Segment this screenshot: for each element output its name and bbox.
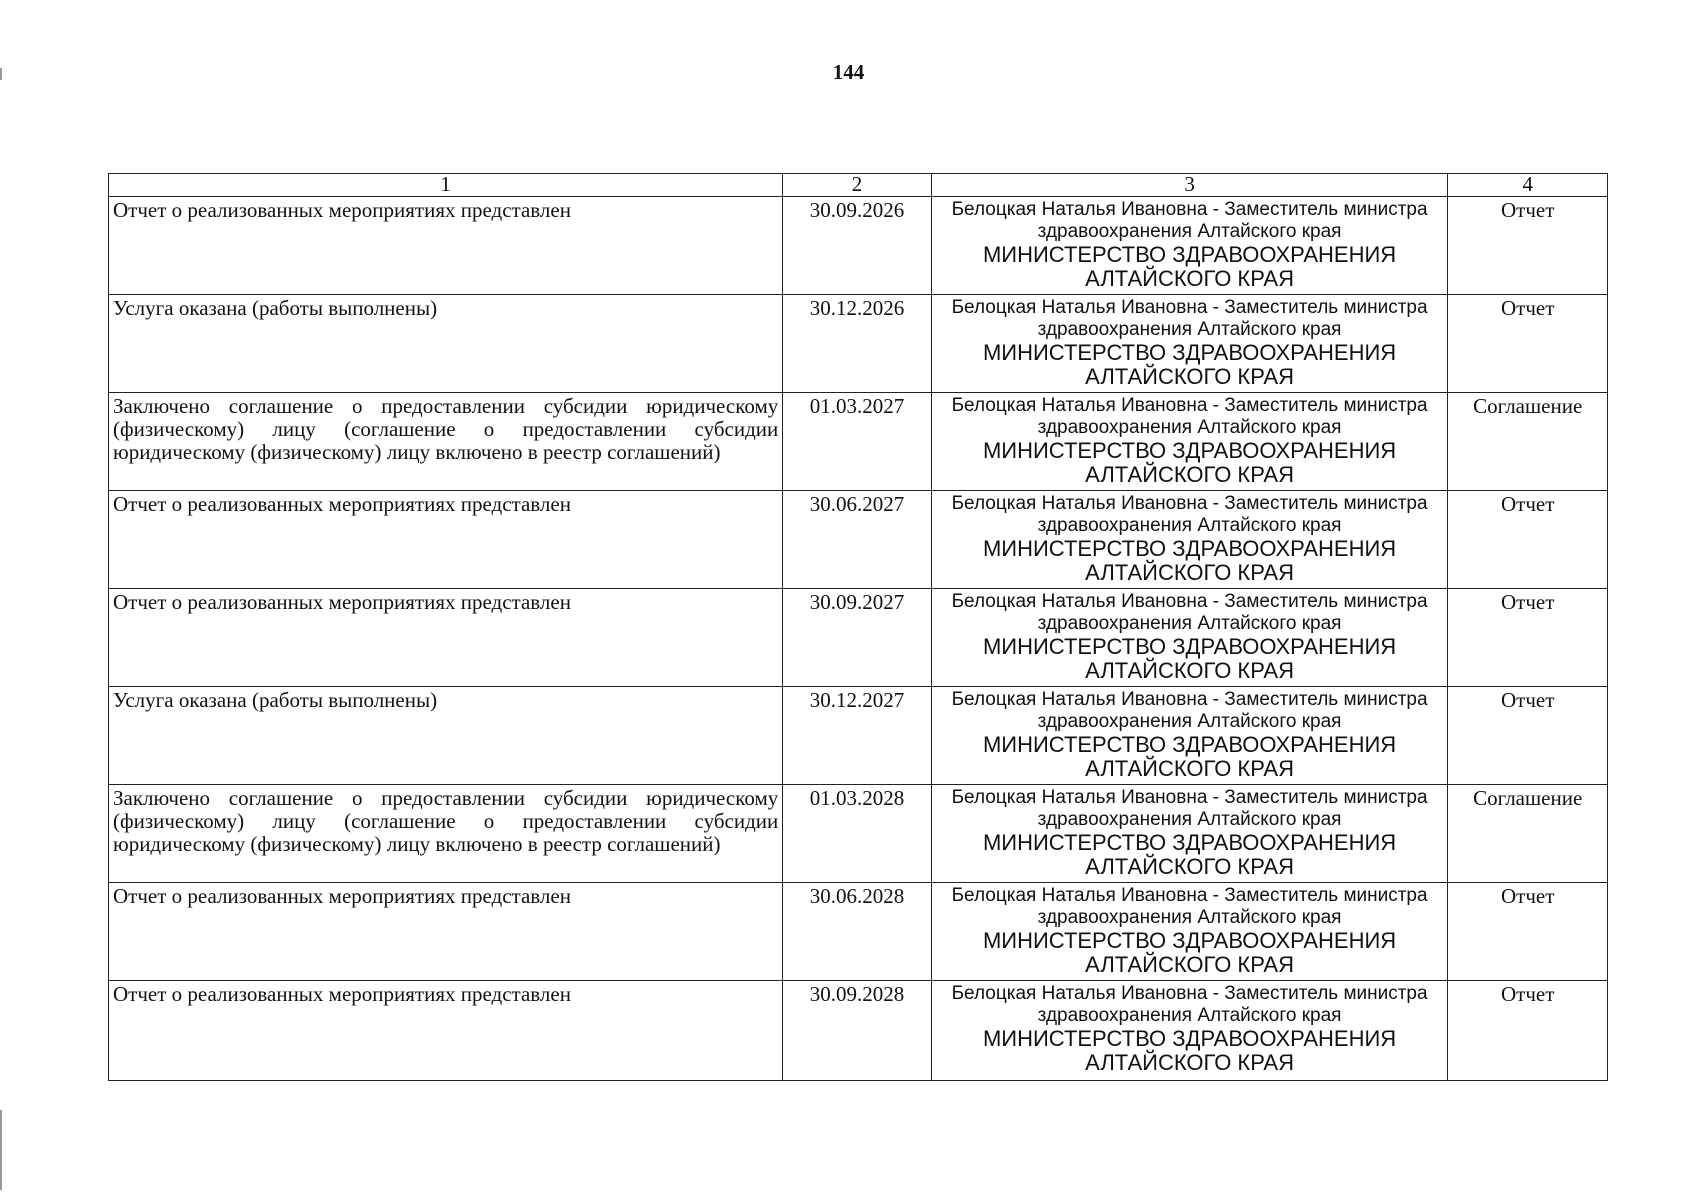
responsible-organization: МИНИСТЕРСТВО ЗДРАВООХРАНЕНИЯ АЛТАЙСКОГО КРАЯ xyxy=(982,634,1397,683)
event-cell: Отчет о реализованных мероприятиях представлен xyxy=(109,589,783,687)
column-header: 4 xyxy=(1448,174,1608,197)
table-row xyxy=(109,687,1608,785)
table-row xyxy=(109,197,1608,295)
column-header: 1 xyxy=(109,174,783,197)
responsible-cell xyxy=(931,785,1448,883)
event-cell: Отчет о реализованных мероприятиях представлен xyxy=(109,981,783,1081)
responsible-cell xyxy=(931,687,1448,785)
responsible-organization: МИНИСТЕРСТВО ЗДРАВООХРАНЕНИЯ АЛТАЙСКОГО КРАЯ xyxy=(982,928,1397,977)
page-number: 144 xyxy=(832,60,865,84)
responsible-person: Белоцкая Наталья Ивановна - Заместитель министра здравоохранения Алтайского края xyxy=(951,199,1428,242)
date-cell: 30.12.2026 xyxy=(783,295,931,393)
schedule-table xyxy=(108,173,1608,1081)
responsible-organization: МИНИСТЕРСТВО ЗДРАВООХРАНЕНИЯ АЛТАЙСКОГО КРАЯ xyxy=(982,242,1397,291)
document-type-cell: Отчет xyxy=(1448,687,1608,785)
date-cell: 30.06.2028 xyxy=(783,883,931,981)
responsible-person: Белоцкая Наталья Ивановна - Заместитель министра здравоохранения Алтайского края xyxy=(951,885,1428,928)
table-header-row xyxy=(109,174,1608,197)
table-row xyxy=(109,589,1608,687)
event-cell: Услуга оказана (работы выполнены) xyxy=(109,687,783,785)
responsible-organization: МИНИСТЕРСТВО ЗДРАВООХРАНЕНИЯ АЛТАЙСКОГО КРАЯ xyxy=(982,1026,1397,1075)
responsible-cell xyxy=(931,981,1448,1081)
event-cell: Заключено соглашение о предоставлении субсидии юридическому (физическому) лицу (соглашение о предоставлении субсидии юридическому (физическому) лицу включено в реестр соглашений) xyxy=(109,393,783,491)
document-type-cell: Отчет xyxy=(1448,491,1608,589)
responsible-person: Белоцкая Наталья Ивановна - Заместитель министра здравоохранения Алтайского края xyxy=(951,787,1428,830)
responsible-cell xyxy=(931,589,1448,687)
event-cell: Отчет о реализованных мероприятиях представлен xyxy=(109,197,783,295)
table-row xyxy=(109,883,1608,981)
table-row xyxy=(109,491,1608,589)
table-row xyxy=(109,393,1608,491)
responsible-organization: МИНИСТЕРСТВО ЗДРАВООХРАНЕНИЯ АЛТАЙСКОГО КРАЯ xyxy=(982,340,1397,389)
event-cell: Отчет о реализованных мероприятиях представлен xyxy=(109,883,783,981)
document-type-cell: Отчет xyxy=(1448,197,1608,295)
responsible-organization: МИНИСТЕРСТВО ЗДРАВООХРАНЕНИЯ АЛТАЙСКОГО КРАЯ xyxy=(982,536,1397,585)
document-type-cell: Отчет xyxy=(1448,589,1608,687)
responsible-cell xyxy=(931,197,1448,295)
responsible-cell xyxy=(931,491,1448,589)
responsible-cell xyxy=(931,393,1448,491)
event-cell: Отчет о реализованных мероприятиях представлен xyxy=(109,491,783,589)
responsible-cell xyxy=(931,883,1448,981)
responsible-cell xyxy=(931,295,1448,393)
scan-edge-mark xyxy=(0,1110,2,1190)
date-cell: 30.09.2028 xyxy=(783,981,931,1081)
responsible-person: Белоцкая Наталья Ивановна - Заместитель министра здравоохранения Алтайского края xyxy=(951,689,1428,732)
event-cell: Заключено соглашение о предоставлении субсидии юридическому (физическому) лицу (соглашение о предоставлении субсидии юридическому (физическому) лицу включено в реестр соглашений) xyxy=(109,785,783,883)
responsible-person: Белоцкая Наталья Ивановна - Заместитель министра здравоохранения Алтайского края xyxy=(951,591,1428,634)
responsible-person: Белоцкая Наталья Ивановна - Заместитель министра здравоохранения Алтайского края xyxy=(951,395,1428,438)
table-row xyxy=(109,295,1608,393)
document-type-cell: Соглашение xyxy=(1448,393,1608,491)
document-type-cell: Соглашение xyxy=(1448,785,1608,883)
event-cell: Услуга оказана (работы выполнены) xyxy=(109,295,783,393)
responsible-organization: МИНИСТЕРСТВО ЗДРАВООХРАНЕНИЯ АЛТАЙСКОГО КРАЯ xyxy=(982,830,1397,879)
table-row xyxy=(109,981,1608,1081)
column-header: 2 xyxy=(783,174,931,197)
date-cell: 30.06.2027 xyxy=(783,491,931,589)
responsible-person: Белоцкая Наталья Ивановна - Заместитель министра здравоохранения Алтайского края xyxy=(951,493,1428,536)
responsible-organization: МИНИСТЕРСТВО ЗДРАВООХРАНЕНИЯ АЛТАЙСКОГО КРАЯ xyxy=(982,438,1397,487)
column-header: 3 xyxy=(931,174,1448,197)
date-cell: 30.09.2026 xyxy=(783,197,931,295)
date-cell: 30.09.2027 xyxy=(783,589,931,687)
date-cell: 01.03.2027 xyxy=(783,393,931,491)
responsible-person: Белоцкая Наталья Ивановна - Заместитель министра здравоохранения Алтайского края xyxy=(951,297,1428,340)
responsible-organization: МИНИСТЕРСТВО ЗДРАВООХРАНЕНИЯ АЛТАЙСКОГО КРАЯ xyxy=(982,732,1397,781)
document-type-cell: Отчет xyxy=(1448,295,1608,393)
table-row xyxy=(109,785,1608,883)
document-type-cell: Отчет xyxy=(1448,981,1608,1081)
responsible-person: Белоцкая Наталья Ивановна - Заместитель министра здравоохранения Алтайского края xyxy=(951,983,1428,1026)
document-type-cell: Отчет xyxy=(1448,883,1608,981)
date-cell: 01.03.2028 xyxy=(783,785,931,883)
date-cell: 30.12.2027 xyxy=(783,687,931,785)
